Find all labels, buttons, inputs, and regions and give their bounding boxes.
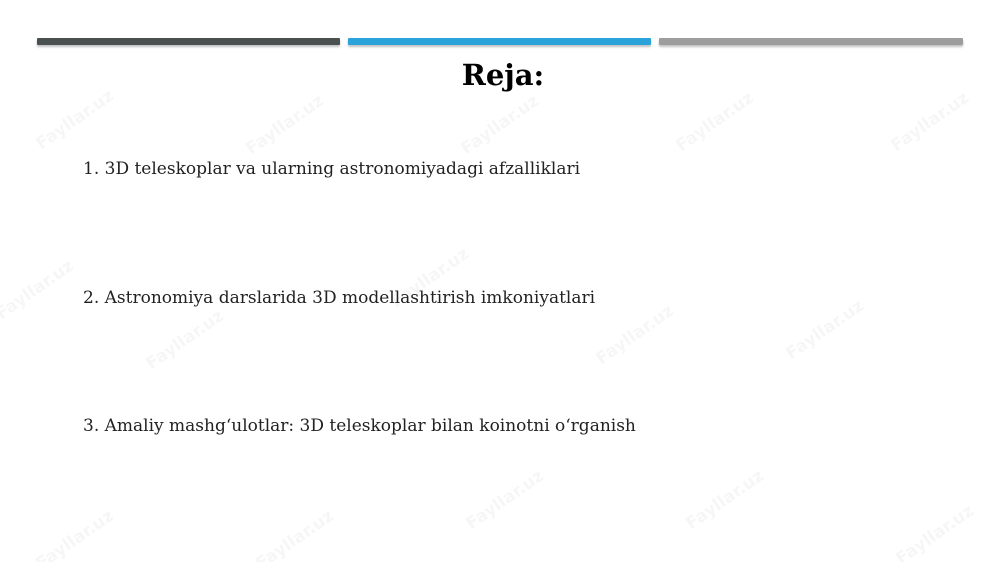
watermark (32, 506, 117, 562)
header-bar-blue (348, 38, 651, 45)
watermark (457, 91, 542, 159)
watermark (242, 91, 327, 159)
watermark (32, 86, 117, 154)
plan-item: 3. Amaliy mashg‘ulotlar: 3D teleskoplar bilan koinotni o‘rganish (83, 416, 636, 436)
watermark (887, 88, 972, 156)
header-bar-dark (37, 38, 340, 45)
watermark (782, 296, 867, 364)
watermark (592, 301, 677, 369)
watermark (682, 466, 767, 534)
watermark (462, 466, 547, 534)
plan-item: 2. Astronomiya darslarida 3D modellashtirish imkoniyatlari (83, 288, 596, 308)
slide-title: Reja: (461, 58, 545, 92)
watermark (892, 501, 977, 562)
watermark (672, 88, 757, 156)
header-bar-gray (659, 38, 963, 45)
watermark (0, 256, 78, 324)
watermark (142, 306, 227, 374)
plan-item: 1. 3D teleskoplar va ularning astronomiyadagi afzalliklari (83, 159, 581, 179)
watermark (252, 506, 337, 562)
